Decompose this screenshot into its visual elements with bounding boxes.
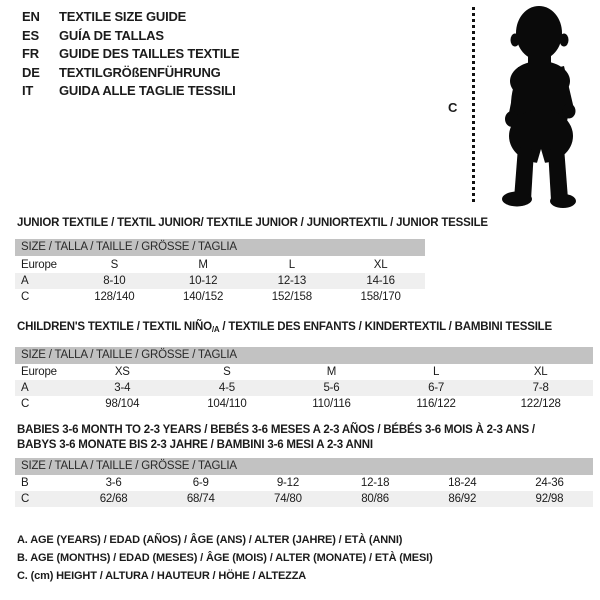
measure-legend: [17, 531, 433, 586]
language-title: TEXTILGRÖßENFÜHRUNG: [59, 64, 221, 80]
table-cell: L: [288, 259, 295, 271]
language-title: GUIDA ALLE TAGLIE TESSILI: [59, 83, 236, 99]
babies-table-title-line1: BABIES 3-6 MONTH TO 2-3 YEARS / BEBÉS 3-6 MESES A 2-3 AÑOS / BÉBÉS 3-6 MOIS À 2-3 ANS /: [17, 424, 535, 436]
language-row: [22, 64, 239, 83]
table-cell: 110/116: [312, 398, 351, 410]
table-cell: M: [198, 259, 208, 271]
height-label-c: C: [448, 100, 458, 115]
language-row: [22, 8, 239, 27]
babies-size-header-bar: SIZE / TALLA / TAILLE / GRÖSSE / TAGLIA: [15, 458, 593, 475]
row-label: C: [21, 398, 30, 410]
table-cell: M: [326, 366, 337, 378]
table-cell: 18-24: [448, 477, 477, 489]
row-label: B: [21, 477, 29, 489]
table-cell: 62/68: [99, 493, 128, 505]
height-dashed-line: [472, 7, 475, 205]
table-cell: 98/104: [105, 398, 140, 410]
row-label: Europe: [21, 366, 57, 378]
legend-line-c: C. (cm) HEIGHT / ALTURA / HAUTEUR / HÖHE / ALTEZZA: [17, 570, 307, 583]
table-cell: 80/86: [361, 493, 389, 505]
row-label: A: [21, 275, 29, 287]
table-cell: 6-7: [428, 382, 445, 394]
table-row: [15, 257, 425, 273]
table-cell: 24-36: [535, 477, 564, 489]
language-title: GUÍA DE TALLAS: [59, 27, 164, 43]
table-cell: 68/74: [186, 493, 215, 505]
table-row: [15, 380, 593, 396]
junior-table-title: JUNIOR TEXTILE / TEXTIL JUNIOR/ TEXTILE JUNIOR / JUNIORTEXTIL / JUNIOR TESSILE: [17, 217, 488, 229]
table-cell: 14-16: [366, 275, 395, 287]
table-row: [15, 475, 593, 491]
table-cell: 10-12: [188, 275, 218, 287]
table-row: [15, 491, 593, 507]
language-title-list: [22, 8, 239, 101]
table-cell: 128/140: [94, 291, 135, 303]
language-code: EN: [22, 9, 40, 24]
table-cell: 6-9: [192, 477, 209, 489]
table-cell: XL: [533, 366, 548, 378]
table-row: [15, 364, 593, 380]
table-row: [15, 289, 425, 305]
table-row: [15, 396, 593, 412]
legend-line-b: B. AGE (MONTHS) / EDAD (MESES) / ÂGE (MOIS) / ALTER (MONATE) / ETÀ (MESI): [17, 552, 433, 565]
table-cell: S: [110, 259, 119, 271]
children-table-title: CHILDREN'S TEXTILE / TEXTIL $NIÑO_{/A}$ / TEXTILE DES ENFANTS / KINDERTEXTIL / BAMBINI TESSILE: [17, 321, 552, 334]
language-code: FR: [22, 46, 39, 62]
table-cell: S: [223, 366, 231, 378]
table-cell: 74/80: [274, 493, 302, 505]
table-cell: 152/158: [271, 291, 312, 303]
junior-size-header-bar: SIZE / TALLA / TAILLE / GRÖSSE / TAGLIA: [15, 239, 425, 256]
language-code: IT: [22, 83, 34, 99]
table-row: [15, 273, 425, 289]
table-cell: XS: [114, 366, 130, 378]
table-cell: 122/128: [520, 398, 561, 410]
table-cell: 3-4: [114, 382, 131, 394]
table-cell: 104/110: [207, 398, 247, 410]
table-cell: 158/170: [360, 291, 401, 303]
toddler-silhouette-icon: [486, 3, 596, 210]
table-cell: 5-6: [323, 382, 340, 394]
table-cell: 4-5: [218, 382, 235, 394]
row-label: A: [21, 382, 29, 394]
height-measure-figure: [440, 0, 600, 215]
table-cell: 140/152: [183, 291, 224, 303]
table-cell: 12-13: [277, 275, 307, 287]
table-cell: 86/92: [448, 493, 477, 505]
language-code: ES: [22, 27, 39, 43]
table-cell: 12-18: [360, 477, 390, 489]
table-cell: 8-10: [103, 275, 126, 287]
language-title: GUIDE DES TAILLES TEXTILE: [59, 46, 240, 62]
babies-table-title-line2: BABYS 3-6 MONATE BIS 2-3 JAHRE / BAMBINI 3-6 MESI A 2-3 ANNI: [17, 439, 373, 451]
table-cell: 9-12: [276, 477, 300, 489]
table-cell: 3-6: [105, 477, 122, 489]
legend-line-a: A. AGE (YEARS) / EDAD (AÑOS) / ÂGE (ANS) / ALTER (JAHRE) / ETÀ (ANNI): [17, 534, 403, 546]
table-cell: 92/98: [535, 493, 564, 505]
language-row: [22, 45, 239, 64]
table-cell: XL: [373, 259, 388, 271]
row-label: Europe: [21, 259, 57, 271]
language-row: [22, 27, 239, 46]
table-cell: 116/122: [416, 398, 456, 410]
table-cell: 7-8: [532, 382, 549, 394]
row-label: C: [21, 291, 30, 303]
language-title: TEXTILE SIZE GUIDE: [59, 9, 187, 24]
language-code: DE: [22, 64, 40, 80]
table-cell: L: [432, 366, 440, 378]
language-row: [22, 82, 239, 101]
children-size-header-bar: SIZE / TALLA / TAILLE / GRÖSSE / TAGLIA: [15, 347, 593, 364]
row-label: C: [21, 493, 30, 505]
